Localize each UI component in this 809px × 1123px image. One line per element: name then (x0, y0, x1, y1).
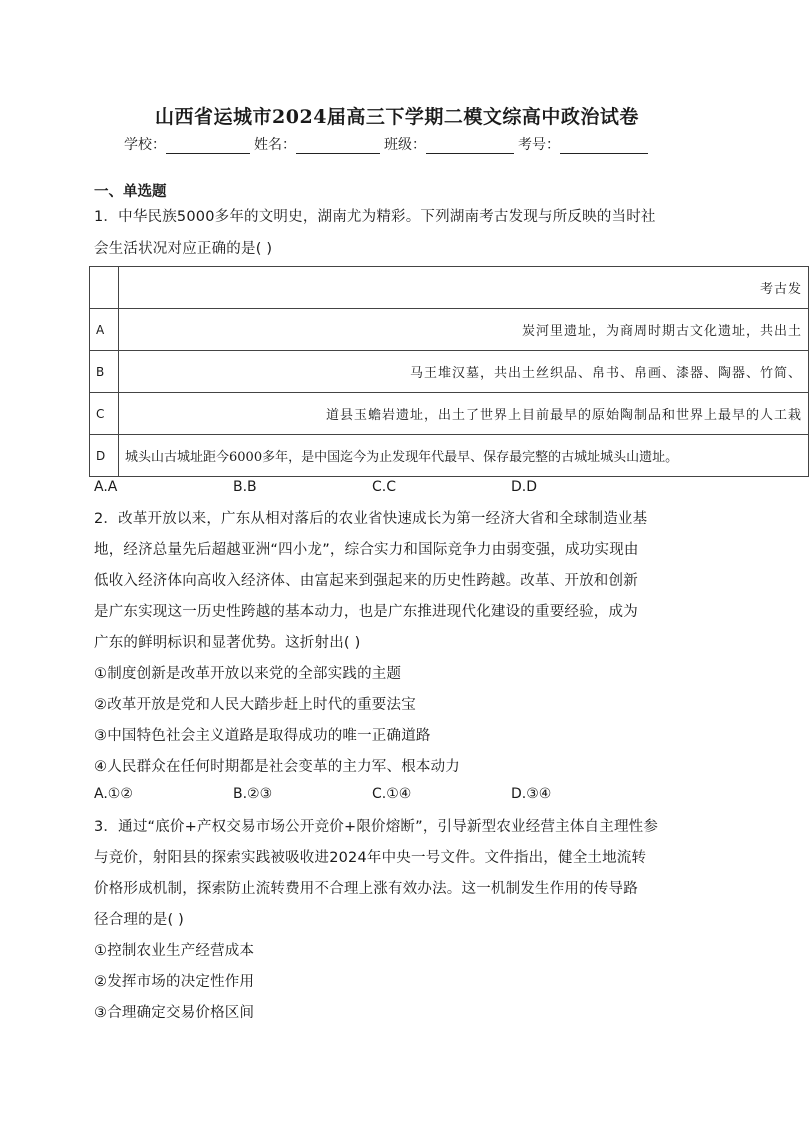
table-cell: 道县玉蟾岩遗址，出土了世界上目前最早的原始陶制品和世界上最早的人工栽 (119, 393, 809, 435)
q1-table (89, 266, 809, 477)
q2-item: ③中国特色社会主义道路是取得成功的唯一正确道路 (94, 728, 431, 744)
q1-options (94, 479, 537, 495)
table-row (90, 309, 809, 351)
exam-no-blank[interactable] (560, 141, 648, 154)
option-b[interactable]: B.②③ (233, 786, 273, 802)
q2-options (94, 786, 551, 802)
row-label: B (90, 351, 119, 393)
table-row (90, 267, 809, 309)
q1-stem-line: 会生活状况对应正确的是( ) (94, 241, 273, 257)
option-a[interactable]: A.A (94, 479, 118, 495)
q3-stem-line: 价格形成机制，探索防止流转费用不合理上涨有效办法。这一机制发生作用的传导路 (94, 881, 638, 897)
q2-item: ②改革开放是党和人民大踏步赶上时代的重要法宝 (94, 697, 416, 713)
row-label: A (90, 309, 119, 351)
table-row (90, 435, 809, 477)
school-label: 学校： (124, 137, 166, 153)
table-cell (90, 267, 119, 309)
q2-item: ①制度创新是改革开放以来党的全部实践的主题 (94, 666, 402, 682)
option-d[interactable]: D.D (511, 479, 538, 495)
name-blank[interactable] (296, 141, 380, 154)
school-blank[interactable] (166, 141, 250, 154)
option-a[interactable]: A.①② (94, 786, 133, 802)
table-cell: 城头山古城址距今6000多年，是中国迄今为止发现年代最早、保存最完整的古城址城头山遗址。 (119, 435, 809, 477)
class-label: 班级： (384, 137, 426, 153)
q3-item: ③合理确定交易价格区间 (94, 1005, 255, 1021)
table-header-cell: 考古发 (119, 267, 809, 309)
option-c[interactable]: C.①④ (372, 786, 412, 802)
table-row (90, 393, 809, 435)
q2-stem-line: 是广东实现这一历史性跨越的基本动力，也是广东推进现代化建设的重要经验，成为 (94, 604, 638, 620)
q3-stem-line: 径合理的是( ) (94, 912, 185, 928)
q2-stem-line: 广东的鲜明标识和显著优势。这折射出( ) (94, 635, 361, 651)
q2-stem-line: 2．改革开放以来，广东从相对落后的农业省快速成长为第一经济大省和全球制造业基 (94, 511, 648, 527)
row-label: D (90, 435, 119, 477)
table-row (90, 351, 809, 393)
option-b[interactable]: B.B (233, 479, 257, 495)
row-label: C (90, 393, 119, 435)
q3-stem-line: 3．通过“底价+产权交易市场公开竞价+限价熔断”，引导新型农业经营主体自主理性参 (94, 819, 659, 835)
exam-no-label: 考号： (518, 137, 560, 153)
q1-stem-line: 1．中华民族5000多年的文明史，湖南尤为精彩。下列湖南考古发现与所反映的当时社 (94, 209, 656, 225)
class-blank[interactable] (426, 141, 514, 154)
q2-stem-line: 地，经济总量先后超越亚洲“四小龙”，综合实力和国际竞争力由弱变强，成功实现由 (94, 542, 639, 558)
section-heading: 一、单选题 (94, 184, 167, 200)
option-c[interactable]: C.C (372, 479, 397, 495)
student-info-line (124, 134, 652, 154)
q2-stem-line: 低收入经济体向高收入经济体、由富起来到强起来的历史性跨越。改革、开放和创新 (94, 573, 638, 589)
q3-item: ②发挥市场的决定性作用 (94, 974, 255, 990)
table-cell: 炭河里遗址，为商周时期古文化遗址，共出土 (119, 309, 809, 351)
q3-stem-line: 与竞价，射阳县的探索实践被吸收进2024年中央一号文件。文件指出，健全土地流转 (94, 850, 647, 866)
table-cell: 马王堆汉墓，共出土丝织品、帛书、帛画、漆器、陶器、竹简、 (119, 351, 809, 393)
name-label: 姓名： (254, 137, 296, 153)
q3-item: ①控制农业生产经营成本 (94, 943, 255, 959)
page-title: 山西省运城市2024届高三下学期二模文综高中政治试卷 (155, 106, 639, 128)
q2-item: ④人民群众在任何时期都是社会变革的主力军、根本动力 (94, 759, 460, 775)
option-d[interactable]: D.③④ (511, 786, 552, 802)
